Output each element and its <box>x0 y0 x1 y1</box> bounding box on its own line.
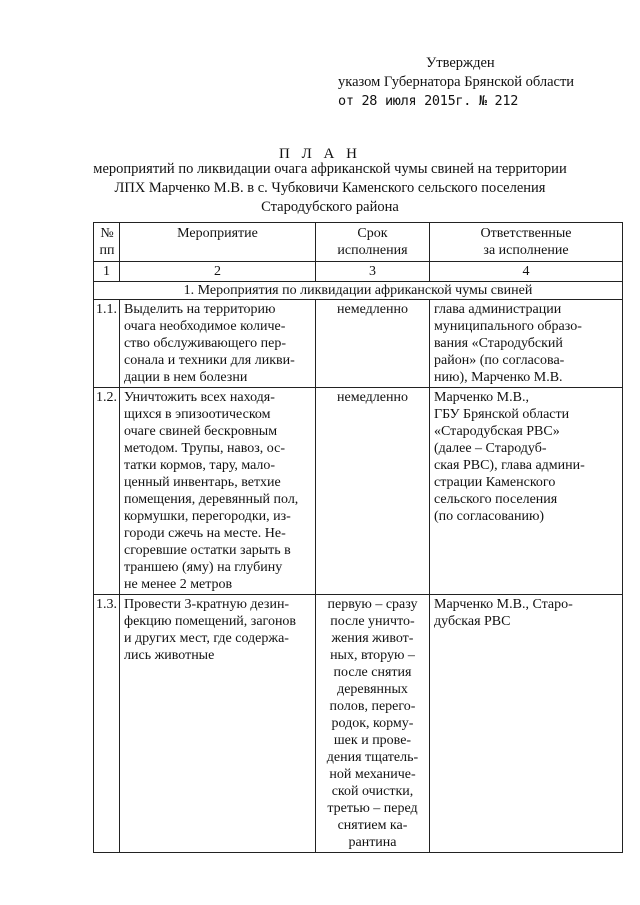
plan-table <box>93 222 622 853</box>
deadline-cell: первую – сразу после уничто- жения живот- ных, вторую – после снятия деревянных полов, перего- родок, корму- шек и прове- дения тщатель- ной механиче- ской очистки, третью – перед снятием ка- рантина <box>316 595 430 853</box>
table-row <box>94 300 623 388</box>
subtitle-line: ЛПХ Марченко М.В. в с. Чубковичи Каменского сельского поселения <box>114 180 546 196</box>
deadline-cell: немедленно <box>316 388 430 595</box>
approval-decree: указом Губернатора Брянской области <box>338 74 575 90</box>
col-number: 1 <box>94 262 120 282</box>
measure-cell: Выделить на территорию очага необходимое количе- ство обслуживающего пер- сонала и техники для ликви- дации в нем болезни <box>120 300 316 388</box>
table-header-row <box>94 223 623 262</box>
approval-heading: Утвержден <box>426 55 495 71</box>
section-row <box>94 282 623 300</box>
document-subtitle <box>60 160 600 217</box>
responsible-cell: Марченко М.В., ГБУ Брянской области «Стародубская РВС» (далее – Стародуб- ская РВС), глава админи- страции Каменского сельского поселения (по согласованию) <box>430 388 623 595</box>
subtitle-line: мероприятий по ликвидации очага африканской чумы свиней на территории <box>93 161 567 177</box>
responsible-cell: глава администрации муниципального образо- вания «Стародубский район» (по согласова- нию), Марченко М.В. <box>430 300 623 388</box>
approval-date-number: от 28 июля 2015г. № 212 <box>338 93 519 109</box>
section-heading: 1. Мероприятия по ликвидации африканской чумы свиней <box>94 282 623 300</box>
measure-cell: Уничтожить всех находя- щихся в эпизоотическом очаге свиней бескровным методом. Трупы, навоз, ос- татки кормов, тару, мало- ценный инвентарь, ветхие помещения, деревянный пол, кормушки, перегородки, из- городи сжечь на месте. Не- сгоревшие остатки зарыть в траншею (яму) на глубину не менее 2 метров <box>120 388 316 595</box>
document-title: П Л А Н <box>279 146 361 162</box>
subtitle-line: Стародубского района <box>261 199 399 215</box>
header-deadline: Срок исполнения <box>316 223 430 262</box>
responsible-cell: Марченко М.В., Старо- дубская РВС <box>430 595 623 853</box>
row-number: 1.3. <box>94 595 120 853</box>
column-numbers-row <box>94 262 623 282</box>
row-number: 1.2. <box>94 388 120 595</box>
header-measure: Мероприятие <box>120 223 316 262</box>
col-number: 3 <box>316 262 430 282</box>
col-number: 2 <box>120 262 316 282</box>
table-row <box>94 595 623 853</box>
approval-stamp <box>338 54 618 111</box>
measure-cell: Провести 3-кратную дезин- фекцию помещений, загонов и других мест, где содержа- лись животные <box>120 595 316 853</box>
col-number: 4 <box>430 262 623 282</box>
row-number: 1.1. <box>94 300 120 388</box>
header-num: № пп <box>94 223 120 262</box>
table-row <box>94 388 623 595</box>
header-responsible: Ответственные за исполнение <box>430 223 623 262</box>
deadline-cell: немедленно <box>316 300 430 388</box>
